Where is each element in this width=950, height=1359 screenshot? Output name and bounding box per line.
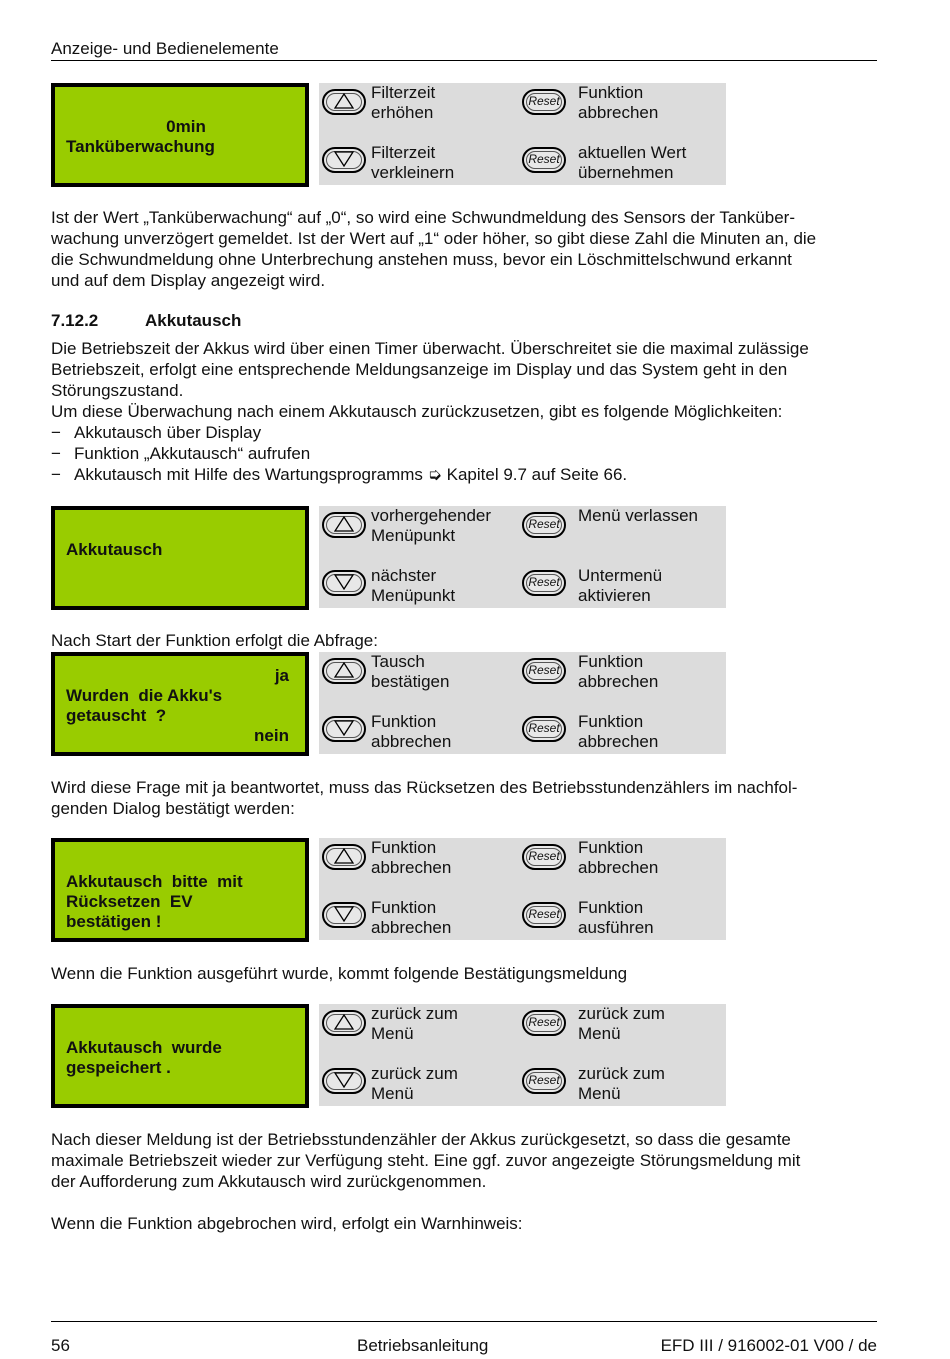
bullet-dash: − (51, 465, 61, 484)
triangle-up-icon (334, 1014, 354, 1030)
reset-key-label: aktuellen Wert übernehmen (578, 143, 687, 182)
lcd-display-gespeichert (51, 1004, 309, 1108)
up-arrow-key (322, 89, 366, 115)
reset-key-label: Funktion abbrechen (578, 838, 659, 877)
reset-key-label: Funktion abbrechen (578, 712, 659, 751)
reset-key-label: Untermenü aktivieren (578, 566, 663, 605)
text-line: Um diese Überwachung nach einem Akkutausch zurückzusetzen, gibt es folgende Möglichkeiten: (51, 402, 783, 421)
paragraph-zurueckgesetzt (51, 1129, 881, 1192)
text-line: und auf dem Display angezeigt wird. (51, 271, 326, 290)
reset-key-text: Reset (528, 721, 560, 735)
text-line: wachung unverzögert gemeldet. Ist der Wert auf „1“ oder höher, so gibt diese Zahl die Minuten an, die (51, 229, 817, 248)
reset-key-label: zurück zum Menü (578, 1004, 665, 1043)
up-key-label: vorhergehender Menüpunkt (371, 506, 492, 545)
up-arrow-key (322, 1010, 366, 1036)
triangle-down-icon (334, 1072, 354, 1088)
triangle-up-icon (334, 848, 354, 864)
bullet-item (51, 464, 627, 485)
triangle-down-icon (334, 720, 354, 736)
paragraph-bestaetigungsmeldung (51, 963, 881, 984)
lcd-display-tankueberwachung (51, 83, 309, 187)
lcd-display-akkutausch (51, 506, 309, 610)
reset-key-label: Funktion abbrechen (578, 652, 659, 691)
down-key-label: Funktion abbrechen (371, 712, 452, 751)
triangle-down-icon (334, 574, 354, 590)
footer-document-id: EFD III / 916002-01 V00 / de (660, 1336, 877, 1355)
bullet-text: Akkutausch mit Hilfe des Wartungsprogramms ➭ Kapitel 9.7 auf Seite 66. (74, 465, 628, 484)
up-key-label: Filterzeit erhöhen (371, 83, 436, 122)
down-arrow-key (322, 147, 366, 173)
bullet-text: Funktion „Akkutausch“ aufrufen (74, 444, 311, 463)
text-line: die Schwundmeldung ohne Unterbrechung anstehen muss, bevor ein Löschmittelschwund erkannt (51, 250, 792, 269)
key-legend-panel (319, 506, 726, 608)
paragraph-ja-beantwortet (51, 777, 881, 819)
reset-key (522, 570, 566, 596)
reset-key-text: Reset (528, 152, 560, 166)
key-legend-panel (319, 838, 726, 940)
reset-key (522, 844, 566, 870)
lcd-line: bestätigen ! (66, 912, 162, 931)
section-number: 7.12.2 (51, 311, 99, 330)
triangle-up-icon (334, 93, 354, 109)
reset-key (522, 902, 566, 928)
key-legend-panel (319, 1004, 726, 1106)
text-line: Störungszustand. (51, 381, 184, 400)
reset-key-text: Reset (528, 517, 560, 531)
up-arrow-key (322, 512, 366, 538)
footer-rule (51, 1321, 877, 1322)
lcd-line: Akkutausch bitte mit (66, 872, 243, 891)
footer-center-text: Betriebsanleitung (357, 1336, 489, 1355)
reset-key-label: zurück zum Menü (578, 1064, 665, 1103)
up-key-label: zurück zum Menü (371, 1004, 458, 1043)
reset-key-text: Reset (528, 849, 560, 863)
paragraph-tankueberwachung (51, 207, 881, 291)
up-key-label: Tausch bestätigen (371, 652, 450, 691)
key-legend-panel (319, 83, 726, 185)
lcd-display-akku-getauscht (51, 652, 309, 756)
up-arrow-key (322, 844, 366, 870)
down-arrow-key (322, 570, 366, 596)
key-legend-panel (319, 652, 726, 754)
reset-key-text: Reset (528, 1015, 560, 1029)
lcd-line: Akkutausch (66, 540, 163, 559)
paragraph-abgebrochen (51, 1213, 881, 1234)
text-line: Ist der Wert „Tanküberwachung“ auf „0“, so wird eine Schwundmeldung des Sensors der Tanküber- (51, 208, 795, 227)
lcd-line: 0min (166, 117, 206, 136)
bullet-text: Akkutausch über Display (74, 423, 262, 442)
bullet-dash: − (51, 423, 61, 442)
bullet-item (51, 443, 310, 464)
reset-key-text: Reset (528, 663, 560, 677)
text-line: Wenn die Funktion abgebrochen wird, erfolgt ein Warnhinweis: (51, 1214, 523, 1233)
text-line: der Aufforderung zum Akkutausch wird zurückgenommen. (51, 1172, 487, 1191)
reset-key-text: Reset (528, 907, 560, 921)
down-key-label: Filterzeit verkleinern (371, 143, 455, 182)
page-header-title: Anzeige- und Bedienelemente (51, 39, 279, 58)
triangle-up-icon (334, 662, 354, 678)
footer-page-number: 56 (51, 1336, 70, 1355)
text-line: Nach Start der Funktion erfolgt die Abfrage: (51, 631, 378, 650)
bullet-dash: − (51, 444, 61, 463)
reset-key-text: Reset (528, 94, 560, 108)
text-line: genden Dialog bestätigt werden: (51, 799, 295, 818)
down-key-label: nächster Menüpunkt (371, 566, 456, 605)
text-line: Nach dieser Meldung ist der Betriebsstundenzähler der Akkus zurückgesetzt, so dass die gesamte (51, 1130, 791, 1149)
section-title: Akkutausch (145, 311, 242, 330)
up-key-label: Funktion abbrechen (371, 838, 452, 877)
section-heading (51, 311, 241, 331)
reset-key-label: Funktion ausführen (578, 898, 654, 937)
reset-key-text: Reset (528, 1073, 560, 1087)
down-arrow-key (322, 902, 366, 928)
reset-key (522, 89, 566, 115)
reset-key (522, 1010, 566, 1036)
lcd-line: Rücksetzen EV (66, 892, 193, 911)
down-key-label: zurück zum Menü (371, 1064, 458, 1103)
lcd-line: Akkutausch wurde (66, 1038, 222, 1057)
down-key-label: Funktion abbrechen (371, 898, 452, 937)
lcd-line: gespeichert . (66, 1058, 171, 1077)
reset-key (522, 716, 566, 742)
reset-key-text: Reset (528, 575, 560, 589)
down-arrow-key (322, 716, 366, 742)
reset-key (522, 512, 566, 538)
text-line: Betriebszeit, erfolgt eine entsprechende Meldungsanzeige im Display und das System geht in den (51, 360, 788, 379)
lcd-display-ruecksetzen (51, 838, 309, 942)
text-line: maximale Betriebszeit wieder zur Verfügung steht. Eine ggf. zuvor angezeigte Störungsmeldung mit (51, 1151, 801, 1170)
up-arrow-key (322, 658, 366, 684)
text-line: Die Betriebszeit der Akkus wird über einen Timer überwacht. Überschreitet sie die maximal zulässige (51, 339, 809, 358)
reset-key (522, 147, 566, 173)
reset-key (522, 1068, 566, 1094)
lcd-line-nein: nein (254, 726, 289, 745)
reset-key-label: Funktion abbrechen (578, 83, 659, 122)
paragraph-akkutausch-intro (51, 338, 881, 422)
triangle-down-icon (334, 906, 354, 922)
lcd-line: Wurden die Akku's (66, 686, 223, 705)
header-rule (51, 60, 877, 61)
text-line: Wenn die Funktion ausgeführt wurde, kommt folgende Bestätigungsmeldung (51, 964, 628, 983)
text-line: Wird diese Frage mit ja beantwortet, muss das Rücksetzen des Betriebsstundenzählers im nachfol- (51, 778, 798, 797)
lcd-line: getauscht ? (66, 706, 167, 725)
paragraph-abfrage (51, 630, 881, 651)
triangle-up-icon (334, 516, 354, 532)
reset-key-label: Menü verlassen (578, 506, 699, 525)
lcd-line: Tanküberwachung (66, 137, 215, 156)
bullet-item (51, 422, 261, 443)
down-arrow-key (322, 1068, 366, 1094)
triangle-down-icon (334, 151, 354, 167)
lcd-line-ja: ja (274, 666, 289, 685)
reset-key (522, 658, 566, 684)
